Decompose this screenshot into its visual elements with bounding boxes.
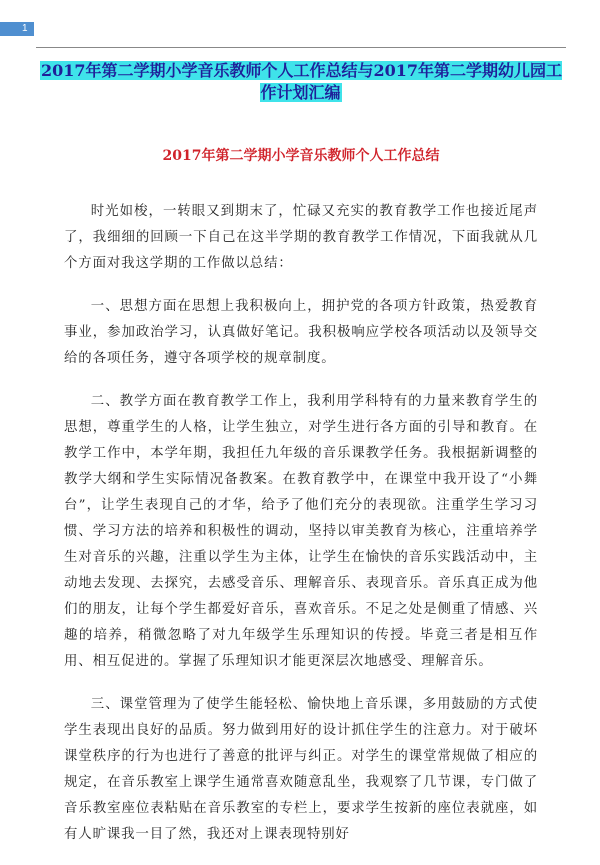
paragraph-thought: 一、思想方面在思想上我积极向上，拥护党的各项方针政策，热爱教育事业，参加政治学习，认真做好笔记。我积极响应学校各项活动以及领导交给的各项任务，遵守各项学校的规章制度。 xyxy=(64,299,538,366)
page-number: 1 xyxy=(0,22,34,36)
document-title-text: 2017年第二学期小学音乐教师个人工作总结与2017年第二学期幼儿园工作计划汇编 xyxy=(40,61,563,102)
header-rule xyxy=(36,47,566,48)
document-title xyxy=(36,60,566,104)
paragraph-teaching: 二、教学方面在教育教学工作上，我利用学科特有的力量来教育学生的思想，尊重学生的人格，让学生独立，对学生进行各方面的引导和教育。在教学工作中，本学年期，我担任九年级的音乐课教学任务。我根据新调整的教学大纲和学生实际情况备教案。在教育教学中，在课堂中我开设了“小舞台”，让学生表现自己的才华，给予了他们充分的表现欲。注重学生学习习惯、学习方法的培养和积极性的调动，坚持以审美教育为核心，注重培养学生对音乐的兴趣，注重以学生为主体，让学生在愉快的音乐实践活动中，主动地去发现、去探究，去感受音乐、理解音乐、表现音乐。音乐真正成为他们的朋友，让每个学生都爱好音乐，喜欢音乐。不足之处是侧重了情感、兴趣的培养，稍微忽略了对九年级学生乐理知识的传授。毕竟三者是相互作用、相互促进的。掌握了乐理知识才能更深层次地感受、理解音乐。 xyxy=(64,394,538,669)
paragraph-intro: 时光如梭，一转眼又到期末了，忙碌又充实的教育教学工作也接近尾声了，我细细的回顾一下自己在这半学期的教育教学工作情况，下面我就从几个方面对我这学期的工作做以总结： xyxy=(64,204,538,271)
section-title: 2017年第二学期小学音乐教师个人工作总结 xyxy=(162,148,440,164)
document-body xyxy=(64,199,538,865)
paragraph-classroom: 三、课堂管理为了使学生能轻松、愉快地上音乐课，多用鼓励的方式使学生表现出良好的品质。努力做到用好的设计抓住学生的注意力。对于破坏课堂秩序的行为也进行了善意的批评与纠正。对学生的课堂常规做了相应的规定，在音乐教室上课学生通常喜欢随意乱坐，我观察了几节课，专门做了音乐教室座位表粘贴在音乐教室的专栏上，要求学生按新的座位表就座，如有人旷课我一目了然，我还对上课表现特别好 xyxy=(64,697,538,842)
